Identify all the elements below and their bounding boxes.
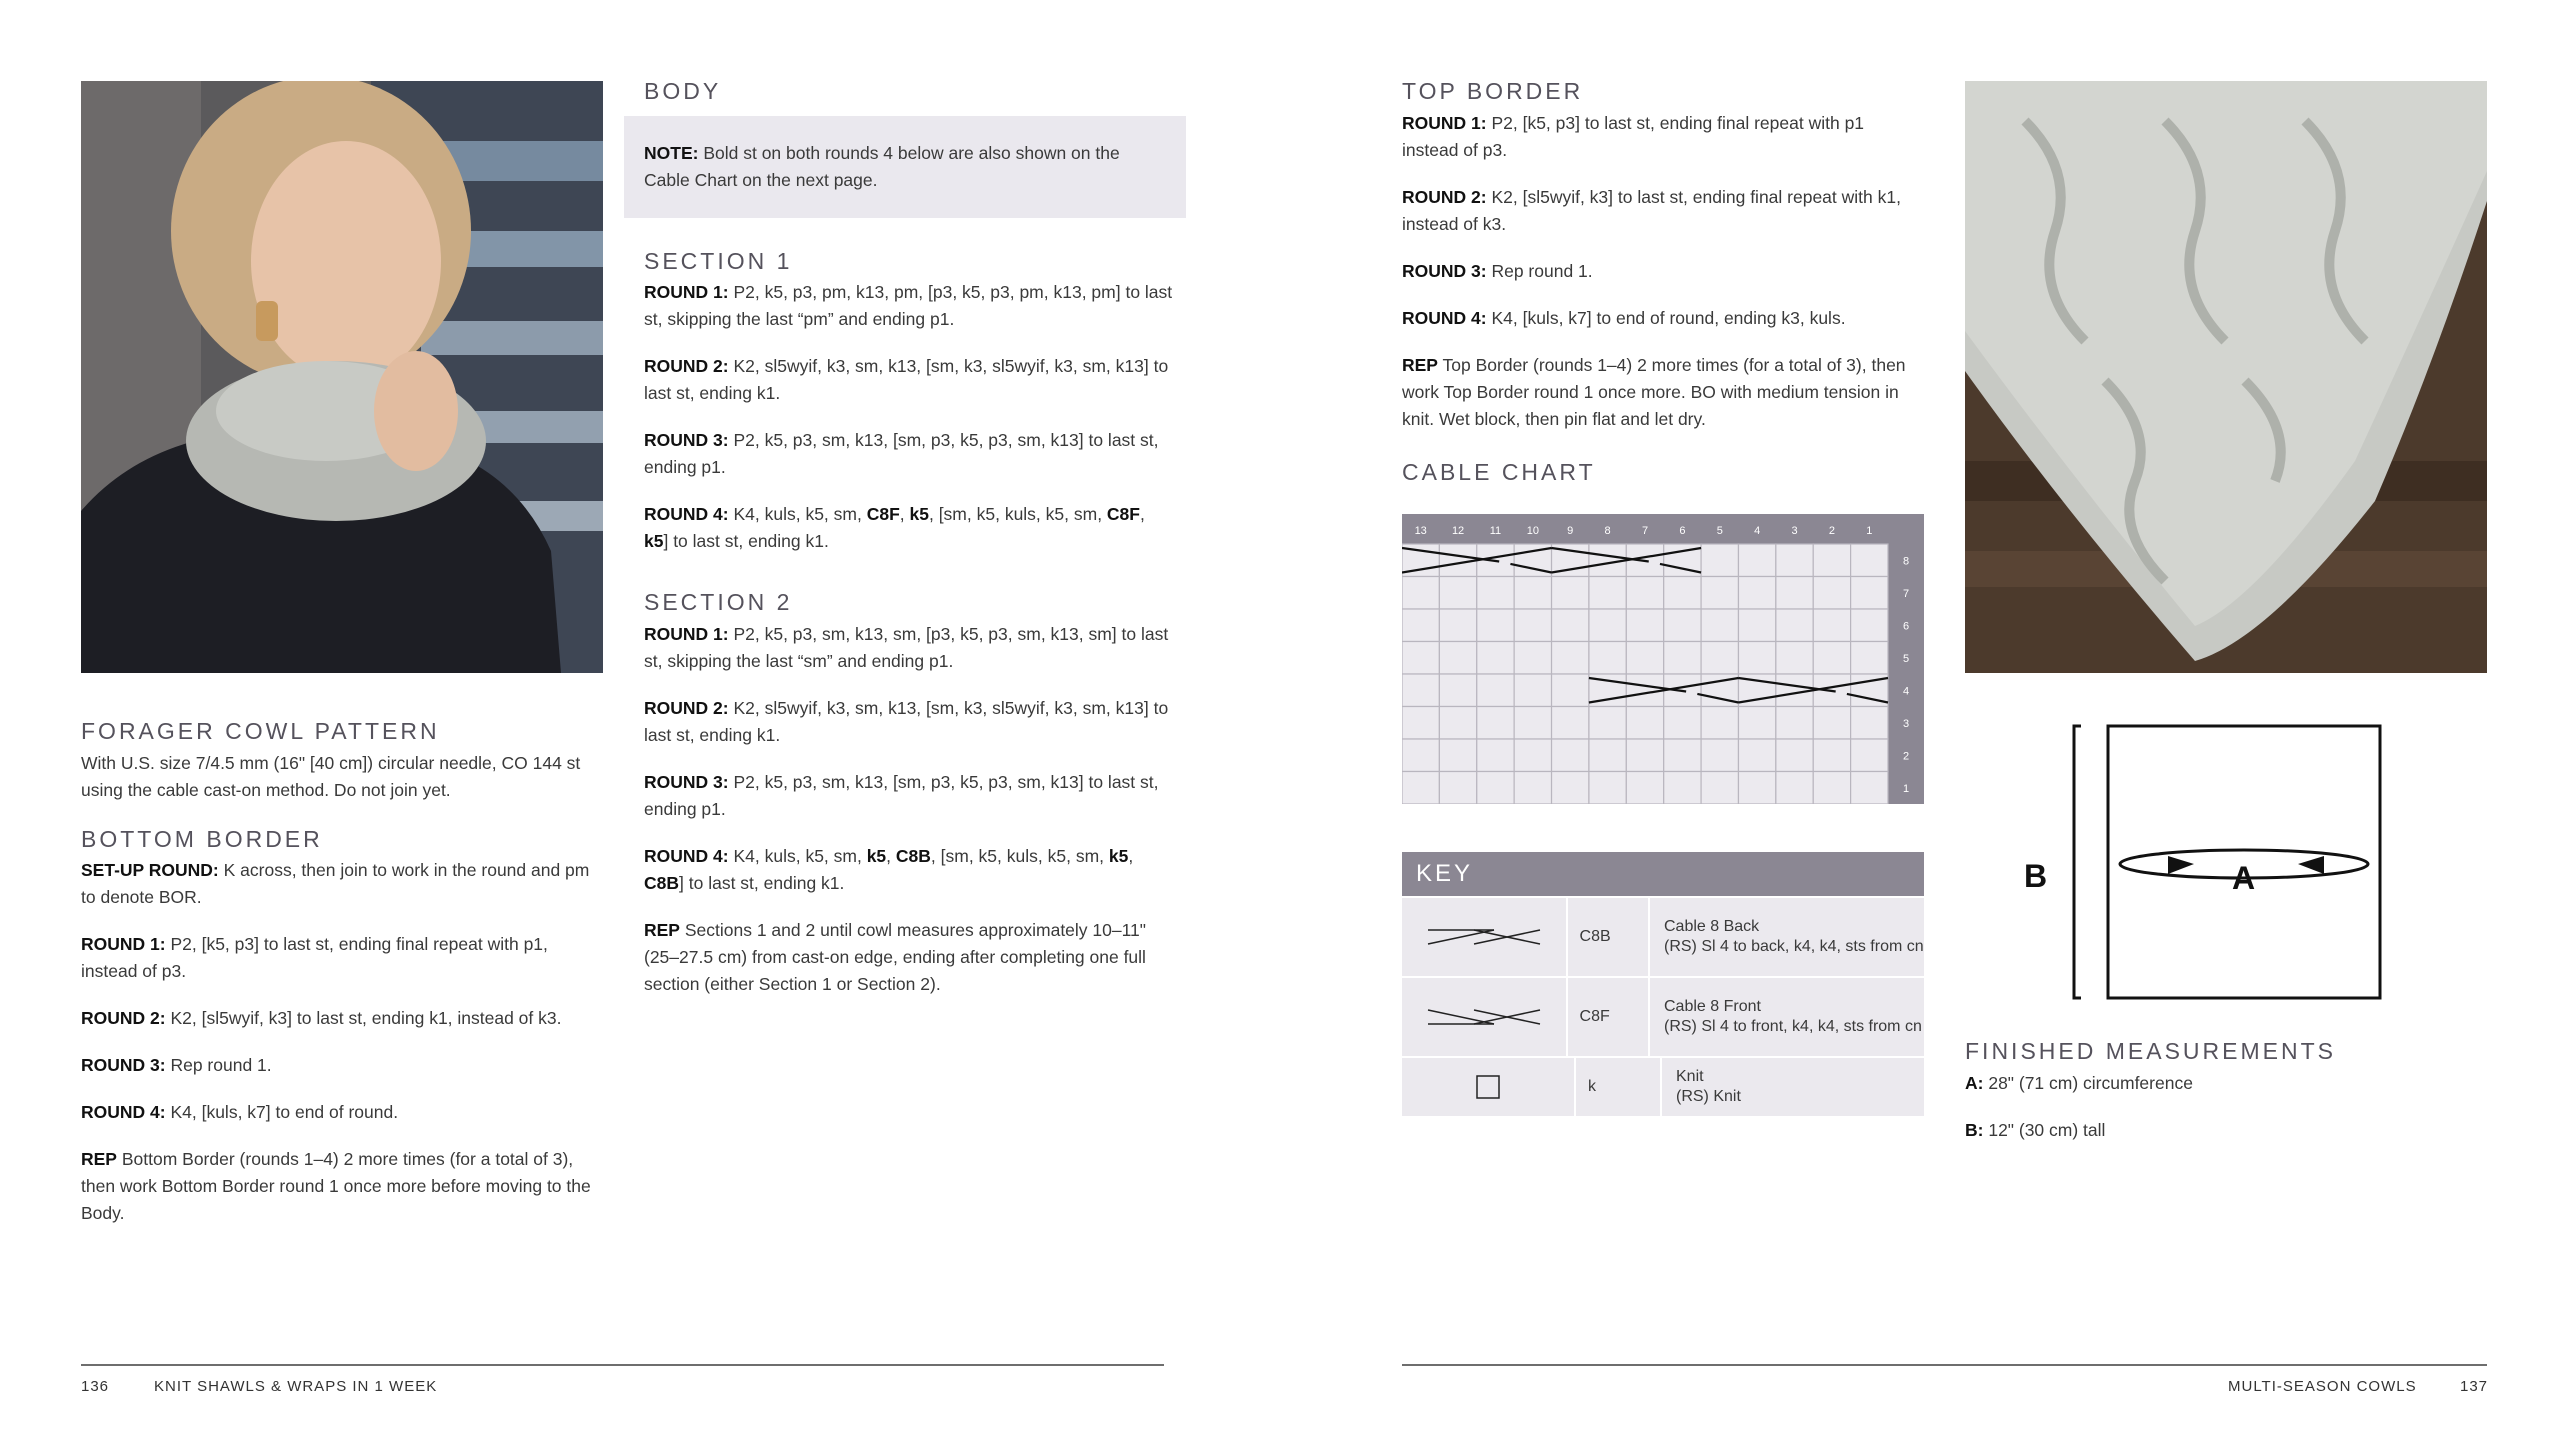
s1-round-4-label: ROUND 4: <box>644 504 729 525</box>
c8b-symbol <box>1402 898 1568 976</box>
chart-row-label: 1 <box>1902 782 1910 795</box>
chart-cell <box>1402 707 1439 740</box>
body-rep <box>644 917 1174 998</box>
s1-round-2-text: K2, sl5wyif, k3, sm, k13, [sm, k3, sl5wyif, k3, sm, k13] to last st, ending k1. <box>644 356 1169 404</box>
chart-cell <box>1776 772 1813 805</box>
chart-cell <box>1813 577 1850 610</box>
chart-cell <box>1514 674 1551 707</box>
chart-cell <box>1664 642 1701 675</box>
c8f-desc-cell <box>1650 978 1924 1056</box>
body-rep-text: Sections 1 and 2 until cowl measures approximately 10–11" (25–27.5 cm) from cast-on edge, ending after completing one full section (either Section 1 or Section 2). <box>644 919 1146 994</box>
bottom-round-2 <box>81 1005 603 1032</box>
chart-column-header-bg <box>1402 514 1924 544</box>
chart-cell <box>1477 674 1514 707</box>
s1-r4-part: ] to last st, ending k1. <box>663 531 829 552</box>
knit-symbol <box>1402 1058 1576 1116</box>
c8f-desc: (RS) Sl 4 to front, k4, k4, sts from cn <box>1664 1018 1922 1035</box>
s2-r4-part: , <box>886 845 896 866</box>
schematic-label-a: A <box>2232 860 2256 896</box>
chart-cell <box>1776 609 1813 642</box>
c8b-name: Cable 8 Back <box>1664 918 1760 935</box>
s2-round-3 <box>644 769 1174 823</box>
chart-cell <box>1589 707 1626 740</box>
top-round-1-text: P2, [k5, p3] to last st, ending final repeat with p1 instead of p3. <box>1402 112 1865 160</box>
top-rep <box>1402 352 1924 433</box>
s2-round-1-text: P2, k5, p3, sm, k13, sm, [p3, k5, p3, sm, k13, sm] to last st, skipping the last “sm” and ending p1. <box>644 623 1169 671</box>
chart-cell <box>1738 707 1775 740</box>
chart-cell <box>1738 772 1775 805</box>
schematic-label-b: B <box>2024 858 2048 894</box>
s2-round-1 <box>644 621 1174 675</box>
chart-cell <box>1439 674 1476 707</box>
chart-cell <box>1514 609 1551 642</box>
top-round-4 <box>1402 305 1924 332</box>
bottom-border-heading: BOTTOM BORDER <box>81 825 323 852</box>
chart-cell <box>1776 577 1813 610</box>
s1-r4-part: , [sm, k5, kuls, k5, sm, <box>928 504 1107 525</box>
bottom-round-4-label: ROUND 4: <box>81 1102 166 1123</box>
bottom-rep <box>81 1146 603 1227</box>
chart-cell <box>1477 609 1514 642</box>
bottom-rep-text: Bottom Border (rounds 1–4) 2 more times (for a total of 3), then work Bottom Border round 1 once more before moving to the Body. <box>81 1149 591 1224</box>
model-photo <box>81 81 603 673</box>
s2-round-3-text: P2, k5, p3, sm, k13, [sm, p3, k5, p3, sm, k13] to last st, ending p1. <box>644 771 1159 819</box>
c8f-symbol <box>1402 978 1568 1056</box>
setup-label: SET-UP ROUND: <box>81 860 219 881</box>
chart-cell <box>1552 577 1589 610</box>
chart-cell <box>1589 772 1626 805</box>
top-round-3 <box>1402 258 1924 285</box>
pattern-intro: With U.S. size 7/4.5 mm (16" [40 cm]) circular needle, CO 144 st using the cable cast-on method. Do not join yet. <box>81 752 581 800</box>
cable-chart <box>1402 514 1924 804</box>
chart-cell <box>1851 577 1888 610</box>
measurement-a-label: A: <box>1965 1072 1984 1093</box>
s2-r4-bold: k5 <box>1108 845 1129 866</box>
chart-cell <box>1477 642 1514 675</box>
chart-row-label: 8 <box>1902 555 1910 568</box>
s1-round-3-label: ROUND 3: <box>644 430 729 451</box>
chart-cell <box>1813 707 1850 740</box>
chart-row-label: 5 <box>1902 652 1910 665</box>
chart-cell <box>1402 609 1439 642</box>
s2-round-2-text: K2, sl5wyif, k3, sm, k13, [sm, k3, sl5wyif, k3, sm, k13] to last st, ending k1. <box>644 697 1169 745</box>
pattern-heading: FORAGER COWL PATTERN <box>81 718 440 744</box>
chart-cell <box>1626 577 1663 610</box>
right-page-number: 137 <box>2460 1378 2489 1395</box>
chart-cell <box>1477 739 1514 772</box>
s1-round-1 <box>644 279 1174 333</box>
chart-cell <box>1514 577 1551 610</box>
chart-cell <box>1552 739 1589 772</box>
bottom-round-1-text: P2, [k5, p3] to last st, ending final repeat with p1, instead of p3. <box>81 934 548 982</box>
chart-cell <box>1851 544 1888 577</box>
s1-r4-bold: C8F <box>1106 504 1140 525</box>
c8b-desc: (RS) Sl 4 to back, k4, k4, sts from cn <box>1664 938 1924 955</box>
cowl-photo <box>1965 81 2487 673</box>
chart-cell <box>1552 609 1589 642</box>
left-footer-rule <box>81 1364 1164 1366</box>
body-heading: BODY <box>644 78 722 104</box>
finished-measurements-heading: FINISHED MEASUREMENTS <box>1965 1038 2336 1064</box>
left-page-number: 136 <box>81 1378 110 1395</box>
s2-r4-bold: k5 <box>866 845 887 866</box>
chart-cell <box>1589 609 1626 642</box>
chart-cell <box>1701 544 1738 577</box>
s2-round-1-label: ROUND 1: <box>644 623 729 644</box>
right-running-title: MULTI-SEASON COWLS <box>2228 1378 2417 1395</box>
s1-r4-bold: k5 <box>909 504 929 525</box>
top-rep-label: REP <box>1402 354 1438 375</box>
bottom-round-3-label: ROUND 3: <box>81 1055 166 1076</box>
chart-cell <box>1552 642 1589 675</box>
chart-cell <box>1439 642 1476 675</box>
chart-cell <box>1439 609 1476 642</box>
c8f-abbr: C8F <box>1568 978 1650 1056</box>
setup-text: K across, then join to work in the round and pm to denote BOR. <box>81 860 590 908</box>
chart-column-label: 4 <box>1754 525 1761 537</box>
chart-cell <box>1552 772 1589 805</box>
key-row-knit <box>1402 1056 1924 1116</box>
s2-round-4-label: ROUND 4: <box>644 845 729 866</box>
chart-cell <box>1664 739 1701 772</box>
top-round-2-label: ROUND 2: <box>1402 186 1487 207</box>
chart-cell <box>1514 707 1551 740</box>
body-rep-label: REP <box>644 919 680 940</box>
s1-r4-part: , <box>899 504 910 525</box>
chart-cell <box>1589 642 1626 675</box>
bottom-round-1-label: ROUND 1: <box>81 934 166 955</box>
chart-cell <box>1552 707 1589 740</box>
chart-cell <box>1589 577 1626 610</box>
key-heading: KEY <box>1402 852 1924 896</box>
cable-chart-heading: CABLE CHART <box>1402 458 1596 485</box>
chart-cell <box>1738 544 1775 577</box>
knit-name: Knit <box>1676 1068 1704 1085</box>
top-round-3-label: ROUND 3: <box>1402 260 1487 281</box>
top-border-heading: TOP BORDER <box>1402 78 1584 104</box>
s2-round-2 <box>644 695 1174 749</box>
chart-cell <box>1851 772 1888 805</box>
chart-cell <box>1626 739 1663 772</box>
chart-cell <box>1514 739 1551 772</box>
key-row-c8b <box>1402 896 1924 976</box>
s2-r4-bold: C8B <box>644 872 680 893</box>
chart-cell <box>1664 707 1701 740</box>
c8b-abbr: C8B <box>1568 898 1650 976</box>
chart-cell <box>1851 642 1888 675</box>
chart-cell <box>1738 642 1775 675</box>
chart-cell <box>1813 739 1850 772</box>
section-2-heading: SECTION 2 <box>644 589 793 616</box>
chart-cell <box>1402 772 1439 805</box>
s2-r4-part: , [sm, k5, kuls, k5, sm, <box>930 845 1109 866</box>
chart-cell <box>1776 707 1813 740</box>
bottom-round-4-text: K4, [kuls, k7] to end of round. <box>165 1102 399 1123</box>
chart-cell <box>1851 739 1888 772</box>
c8b-desc-cell <box>1650 898 1924 976</box>
note-box <box>624 116 1186 218</box>
schematic <box>2024 722 2424 1012</box>
chart-cell <box>1776 642 1813 675</box>
chart-row-label: 2 <box>1902 750 1910 763</box>
chart-row-label: 3 <box>1902 717 1910 730</box>
chart-cell <box>1439 707 1476 740</box>
chart-cell <box>1738 609 1775 642</box>
note-body: Bold st on both rounds 4 below are also shown on the Cable Chart on the next page. <box>644 142 1120 190</box>
chart-cell <box>1402 642 1439 675</box>
bottom-round-2-label: ROUND 2: <box>81 1008 166 1029</box>
chart-cell <box>1851 609 1888 642</box>
s1-r4-bold: C8F <box>866 504 900 525</box>
chart-cell <box>1813 642 1850 675</box>
chart-cell <box>1701 609 1738 642</box>
bottom-round-3 <box>81 1052 603 1079</box>
chart-column-label: 9 <box>1567 525 1574 537</box>
top-round-3-text: Rep round 1. <box>1486 260 1593 281</box>
chart-cell <box>1701 642 1738 675</box>
s2-r4-part: , <box>1128 845 1134 866</box>
chart-row-label: 6 <box>1902 620 1910 633</box>
left-running-title: KNIT SHAWLS & WRAPS IN 1 WEEK <box>154 1378 438 1395</box>
top-round-1-label: ROUND 1: <box>1402 112 1487 133</box>
s1-r4-bold: k5 <box>644 531 664 552</box>
chart-cell <box>1664 609 1701 642</box>
bottom-round-1 <box>81 931 603 985</box>
measurement-b-label: B: <box>1965 1119 1984 1140</box>
chart-row-label: 7 <box>1902 587 1910 600</box>
chart-cell <box>1477 772 1514 805</box>
chart-cell <box>1439 772 1476 805</box>
chart-column-label: 10 <box>1526 525 1539 537</box>
s1-round-1-text: P2, k5, p3, pm, k13, pm, [p3, k5, p3, pm, k13, pm] to last st, skipping the last “pm” and ending p1. <box>644 282 1173 330</box>
measurement-b-text: 12" (30 cm) tall <box>1983 1119 2106 1140</box>
measurement-b <box>1965 1117 2487 1144</box>
note-text <box>644 140 1166 194</box>
c8f-name: Cable 8 Front <box>1664 998 1761 1015</box>
knit-abbr: k <box>1576 1058 1662 1116</box>
chart-column-label: 8 <box>1604 525 1611 537</box>
section-1-heading: SECTION 1 <box>644 247 793 274</box>
knit-desc: (RS) Knit <box>1676 1088 1741 1105</box>
bottom-round-3-text: Rep round 1. <box>165 1055 272 1076</box>
s1-r4-part: K4, kuls, k5, sm, <box>733 504 867 525</box>
chart-cell <box>1776 544 1813 577</box>
chart-cell <box>1514 772 1551 805</box>
chart-cell <box>1402 739 1439 772</box>
s1-r4-part: , <box>1139 504 1145 525</box>
top-round-2 <box>1402 184 1924 238</box>
s1-round-2 <box>644 353 1174 407</box>
bottom-round-4 <box>81 1099 603 1126</box>
top-round-1 <box>1402 110 1924 164</box>
chart-cell <box>1439 739 1476 772</box>
chart-column-label: 7 <box>1641 525 1649 537</box>
chart-column-label: 3 <box>1791 525 1798 537</box>
s2-r4-part: K4, kuls, k5, sm, <box>733 845 867 866</box>
bottom-rep-label: REP <box>81 1149 117 1170</box>
bottom-round-2-text: K2, [sl5wyif, k3] to last st, ending k1, instead of k3. <box>165 1008 562 1029</box>
s2-r4-part: ] to last st, ending k1. <box>679 872 845 893</box>
chart-column-label: 5 <box>1716 525 1723 537</box>
s1-round-4 <box>644 501 1174 555</box>
chart-column-label: 11 <box>1489 525 1502 537</box>
chart-cell <box>1776 739 1813 772</box>
chart-cell <box>1738 577 1775 610</box>
chart-cell <box>1664 772 1701 805</box>
chart-cell <box>1552 674 1589 707</box>
chart-row-label: 4 <box>1902 685 1910 698</box>
chart-cell <box>1701 707 1738 740</box>
chart-cell <box>1626 707 1663 740</box>
top-round-2-text: K2, [sl5wyif, k3] to last st, ending final repeat with k1, instead of k3. <box>1402 186 1901 234</box>
chart-cell <box>1589 739 1626 772</box>
chart-cell <box>1626 642 1663 675</box>
s1-round-2-label: ROUND 2: <box>644 356 729 377</box>
chart-cell <box>1813 772 1850 805</box>
chart-cell <box>1813 544 1850 577</box>
chart-cell <box>1813 609 1850 642</box>
s2-round-3-label: ROUND 3: <box>644 771 729 792</box>
note-label: NOTE: <box>644 142 699 163</box>
chart-cell <box>1477 707 1514 740</box>
chart-column-label: 2 <box>1828 525 1835 537</box>
top-round-4-text: K4, [kuls, k7] to end of round, ending k3, kuls. <box>1486 307 1846 328</box>
chart-cell <box>1477 577 1514 610</box>
chart-column-label: 6 <box>1679 525 1686 537</box>
top-round-4-label: ROUND 4: <box>1402 307 1487 328</box>
chart-cell <box>1626 609 1663 642</box>
chart-cell <box>1402 577 1439 610</box>
right-footer-rule <box>1402 1364 2487 1366</box>
top-rep-text: Top Border (rounds 1–4) 2 more times (for a total of 3), then work Top Border round 1 once more. BO with medium tension in knit. Wet block, then pin flat and let dry. <box>1402 354 1906 429</box>
chart-cell <box>1439 577 1476 610</box>
chart-column-label: 1 <box>1866 525 1873 537</box>
chart-cell <box>1701 772 1738 805</box>
s2-round-2-label: ROUND 2: <box>644 697 729 718</box>
key-table <box>1402 852 1924 1116</box>
chart-cell <box>1514 642 1551 675</box>
chart-column-label: 13 <box>1414 525 1427 537</box>
chart-cell <box>1701 577 1738 610</box>
s1-round-3 <box>644 427 1174 481</box>
setup-round <box>81 857 603 911</box>
s2-round-4 <box>644 843 1174 897</box>
chart-cell <box>1626 772 1663 805</box>
s1-round-3-text: P2, k5, p3, sm, k13, [sm, p3, k5, p3, sm, k13] to last st, ending p1. <box>644 430 1159 478</box>
s1-round-1-label: ROUND 1: <box>644 282 729 303</box>
chart-column-label: 12 <box>1451 525 1465 537</box>
key-row-c8f <box>1402 976 1924 1056</box>
measurement-a <box>1965 1070 2487 1097</box>
knit-desc-cell <box>1662 1058 1924 1116</box>
s2-r4-bold: C8B <box>895 845 931 866</box>
measurement-a-text: 28" (71 cm) circumference <box>1983 1072 2193 1093</box>
chart-cell <box>1402 674 1439 707</box>
chart-cell <box>1664 577 1701 610</box>
chart-cell <box>1701 739 1738 772</box>
cable-chart-svg <box>1402 514 1924 804</box>
chart-cell <box>1738 739 1775 772</box>
chart-cell <box>1851 707 1888 740</box>
